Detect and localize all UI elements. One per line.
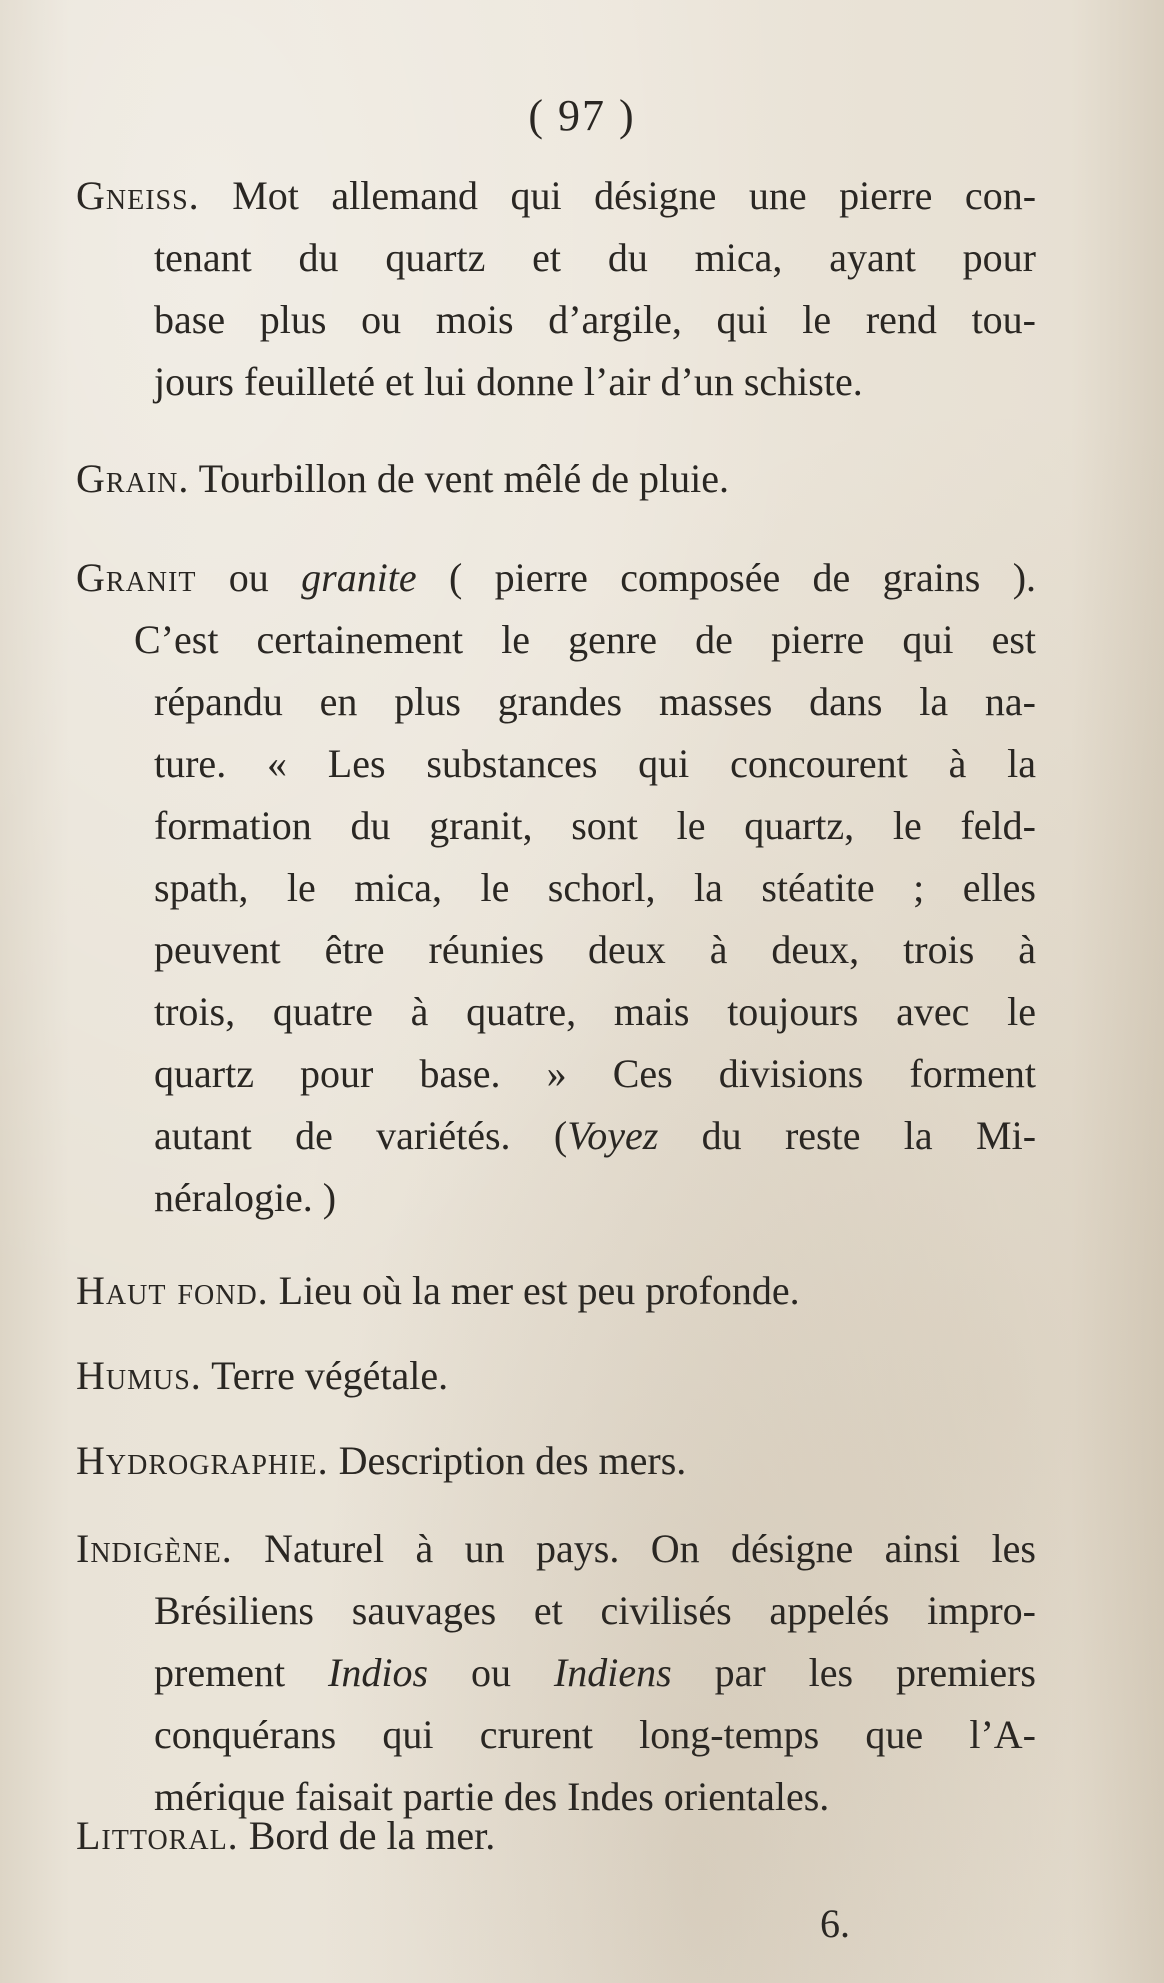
entry-littoral xyxy=(76,1805,1036,1867)
entry-text: base plus ou mois d’argile, qui le rend tou- xyxy=(154,297,1036,342)
entry-text: Description des mers. xyxy=(338,1438,687,1483)
entry-text: ture. « Les substances qui concourent à la xyxy=(154,741,1036,786)
entry-text: prement xyxy=(154,1650,286,1695)
entry-term: Grain. xyxy=(76,456,190,501)
entry-text: conquérans qui crurent long-temps que l’A- xyxy=(154,1712,1036,1757)
entry-text: tenant du quartz et du mica, ayant pour xyxy=(154,235,1036,280)
entry-text: quartz pour base. » Ces divisions forment xyxy=(154,1051,1036,1096)
entry-term: Granit xyxy=(76,555,197,600)
entry-text: Bord de la mer. xyxy=(248,1813,496,1858)
entry-hydrographie xyxy=(76,1430,1036,1492)
entry-term: Humus. xyxy=(76,1353,202,1398)
entry-text: jours feuilleté et lui donne l’air d’un schiste. xyxy=(154,359,863,404)
entry-text: mérique faisait partie des Indes orientales. xyxy=(154,1774,830,1819)
entry-text: du reste la Mi- xyxy=(701,1113,1037,1158)
entry-text: C’est certainement le genre de pierre qui est xyxy=(134,617,1036,662)
entry-text: ( pierre composée de grains ). xyxy=(449,555,1037,600)
entry-term-italic: Indios xyxy=(328,1650,429,1695)
entry-text: Lieu où la mer est peu profonde. xyxy=(278,1268,800,1313)
entry-humus xyxy=(76,1345,1036,1407)
entry-term: Haut fond. xyxy=(76,1268,269,1313)
entry-haut-fond xyxy=(76,1260,1036,1322)
entry-indigene xyxy=(76,1518,1036,1828)
entry-term-italic: Indiens xyxy=(553,1650,672,1695)
entry-text: Brésiliens sauvages et civilisés appelés impro- xyxy=(154,1588,1036,1633)
entry-text: spath, le mica, le schorl, la stéatite ; elles xyxy=(154,865,1036,910)
page-number: ( 97 ) xyxy=(528,91,636,140)
entry-term: Littoral. xyxy=(76,1813,239,1858)
entry-text: trois, quatre à quatre, mais toujours avec le xyxy=(154,989,1036,1034)
entry-text: peuvent être réunies deux à deux, trois à xyxy=(154,927,1036,972)
entry-text: Terre végétale. xyxy=(211,1353,449,1398)
entry-text: formation du granit, sont le quartz, le feld- xyxy=(154,803,1036,848)
entry-text: répandu en plus grandes masses dans la na- xyxy=(154,679,1036,724)
entry-text: ou xyxy=(470,1650,511,1695)
entry-text: Naturel à un pays. On désigne ainsi les xyxy=(264,1526,1036,1571)
entry-text: néralogie. ) xyxy=(154,1175,337,1220)
entry-variant: granite xyxy=(301,555,417,600)
entry-text: Tourbillon de vent mêlé de pluie. xyxy=(198,456,729,501)
entry-granit xyxy=(76,547,1036,1229)
entry-text: autant de variétés. ( xyxy=(154,1113,568,1158)
entry-text: Mot allemand qui désigne une pierre con- xyxy=(232,173,1037,218)
entry-term: Indigène. xyxy=(76,1526,233,1571)
entry-text: par les premiers xyxy=(714,1650,1036,1695)
signature-mark: 6. xyxy=(820,1901,850,1946)
entry-reference: Voyez xyxy=(567,1113,659,1158)
entry-grain xyxy=(76,448,1036,510)
entry-text: ou xyxy=(228,555,269,600)
entry-term: Gneiss. xyxy=(76,173,200,218)
entry-gneiss xyxy=(76,165,1036,413)
entry-term: Hydrographie. xyxy=(76,1438,329,1483)
